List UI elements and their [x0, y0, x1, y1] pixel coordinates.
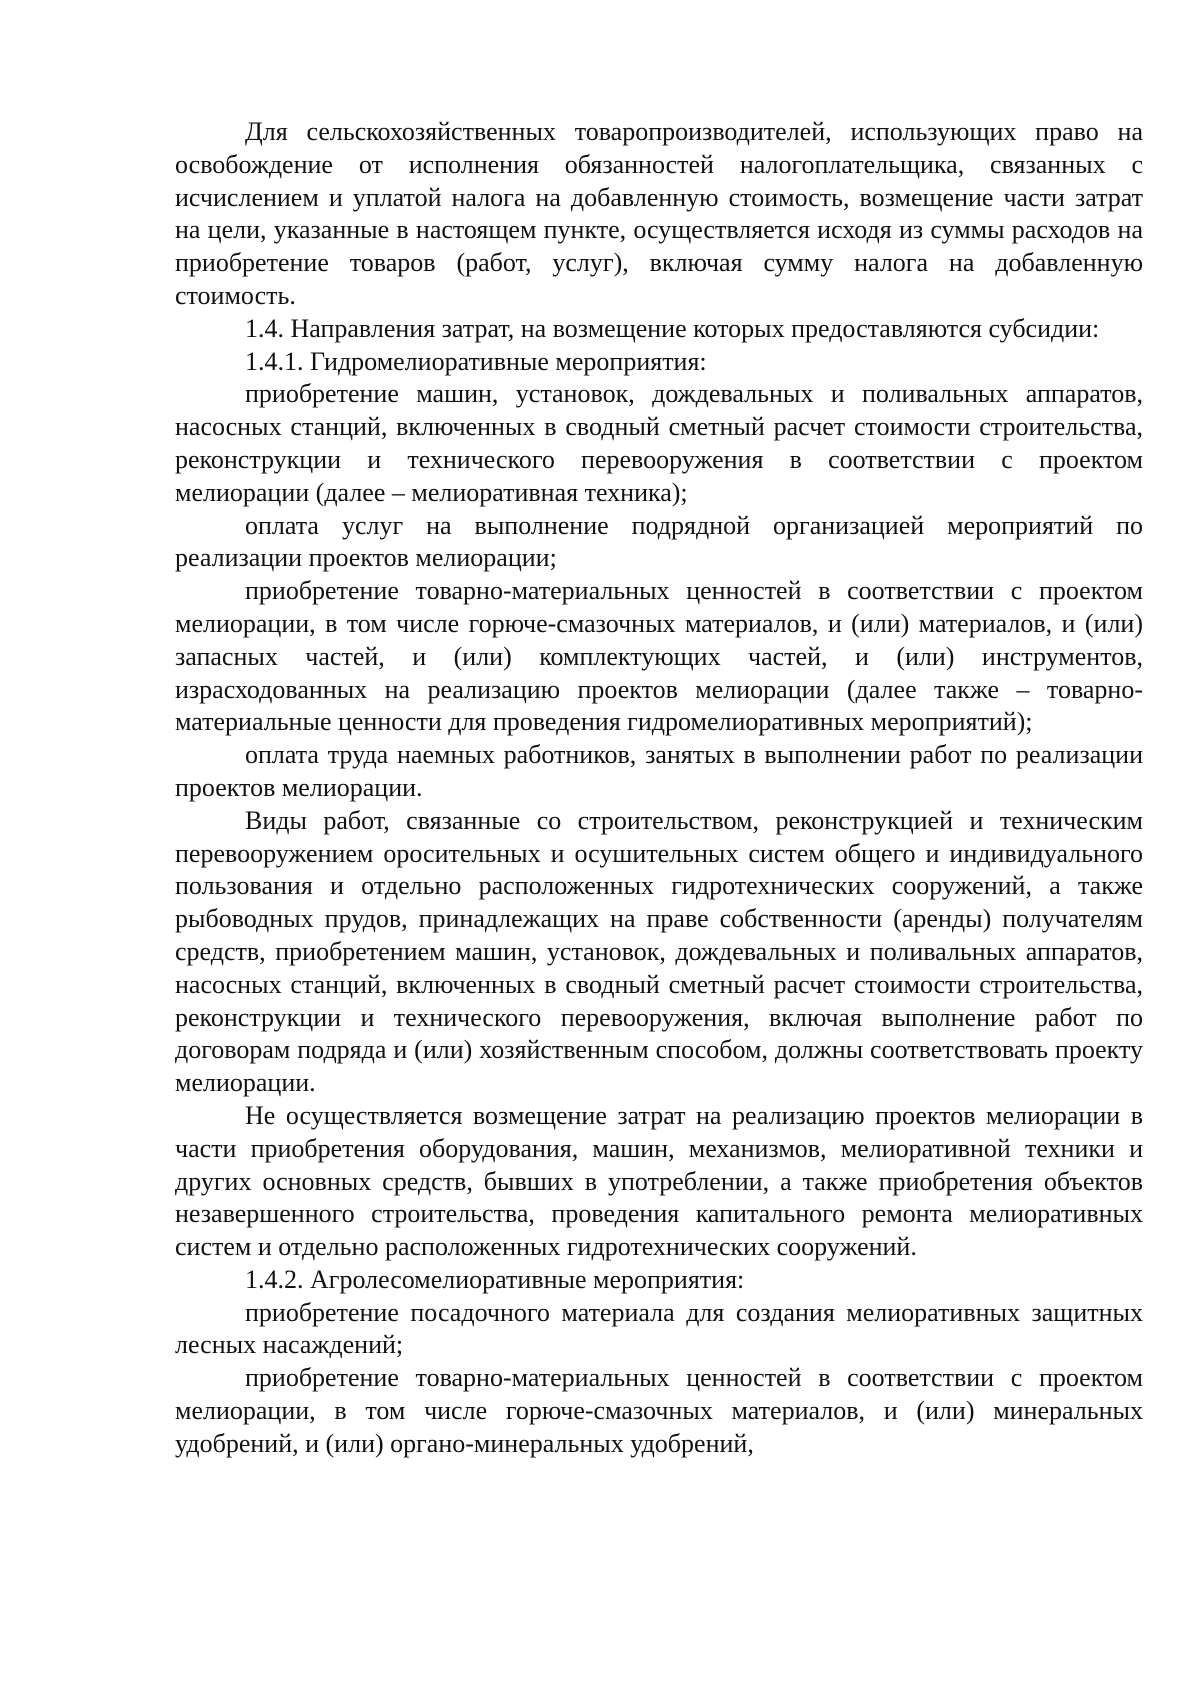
paragraph-vat-note: Для сельскохозяйственных товаропроизводителей, использующих право на освобождение от исполнения обязанностей налогоплательщика, связанных с исчислением и уплатой налога на добавленную стоимость, возмещение части затрат на цели, указанные в настоящем пункте, осуществляется исходя из суммы расходов на приобретение товаров (работ, услуг), включая сумму налога на добавленную стоимость. — [175, 117, 1143, 310]
paragraph-contractor-services: оплата услуг на выполнение подрядной организацией мероприятий по реализации проектов мелиорации; — [175, 510, 1143, 573]
paragraph-work-types: Виды работ, связанные со строительством, реконструкцией и техническим перевооружением оросительных и осушительных систем общего и индивидуального пользования и отдельно расположенных гидротехнических сооружений, а также рыбоводных прудов, принадлежащих на праве собственности (аренды) получателям средств, приобретением машин, установок, дождевальных и поливальных аппаратов, насосных станций, включенных в сводный сметный расчет стоимости строительства, реконструкции и технического перевооружения, включая выполнение работ по договорам подряда и (или) хозяйственным способом, должны соответствовать проекту мелиорации. — [175, 805, 1143, 1098]
paragraph-section-1-4-2: 1.4.2. Агролесомелиоративные мероприятия: — [245, 1264, 745, 1294]
paragraph-section-1-4-1: 1.4.1. Гидромелиоративные мероприятия: — [245, 346, 707, 376]
paragraph-exclusions: Не осуществляется возмещение затрат на реализацию проектов мелиорации в части приобретения оборудования, машин, механизмов, мелиоративной техники и других основных средств, бывших в употреблении, а также приобретения объектов незавершенного строительства, проведения капитального ремонта мелиоративных систем и отдельно расположенных гидротехнических сооружений. — [175, 1100, 1143, 1262]
paragraph-materials: приобретение товарно-материальных ценностей в соответствии с проектом мелиорации, в том числе горюче-смазочных материалов, и (или) материалов, и (или) запасных частей, и (или) комплектующих частей, и (или) инструментов, израсходованных на реализацию проектов мелиорации (далее также – товарно-материальные ценности для проведения гидромелиоративных мероприятий); — [175, 576, 1143, 737]
paragraph-section-1-4: 1.4. Направления затрат, на возмещение которых предоставляются субсидии: — [245, 313, 1100, 343]
document-body — [175, 116, 1143, 1461]
paragraph-labor: оплата труда наемных работников, занятых в выполнении работ по реализации проектов мелиорации. — [175, 740, 1143, 802]
paragraph-planting-material: приобретение посадочного материала для создания мелиоративных защитных лесных насаждений; — [175, 1297, 1143, 1360]
paragraph-machinery: приобретение машин, установок, дождевальных и поливальных аппаратов, насосных станций, включенных в сводный сметный расчет стоимости строительства, реконструкции и технического перевооружения в соответствии с проектом мелиорации (далее – мелиоративная техника); — [175, 379, 1143, 507]
paragraph-fertilizers: приобретение товарно-материальных ценностей в соответствии с проектом мелиорации, в том числе горюче-смазочных материалов, и (или) минеральных удобрений, и (или) органо-минеральных удобрений, — [175, 1363, 1143, 1458]
